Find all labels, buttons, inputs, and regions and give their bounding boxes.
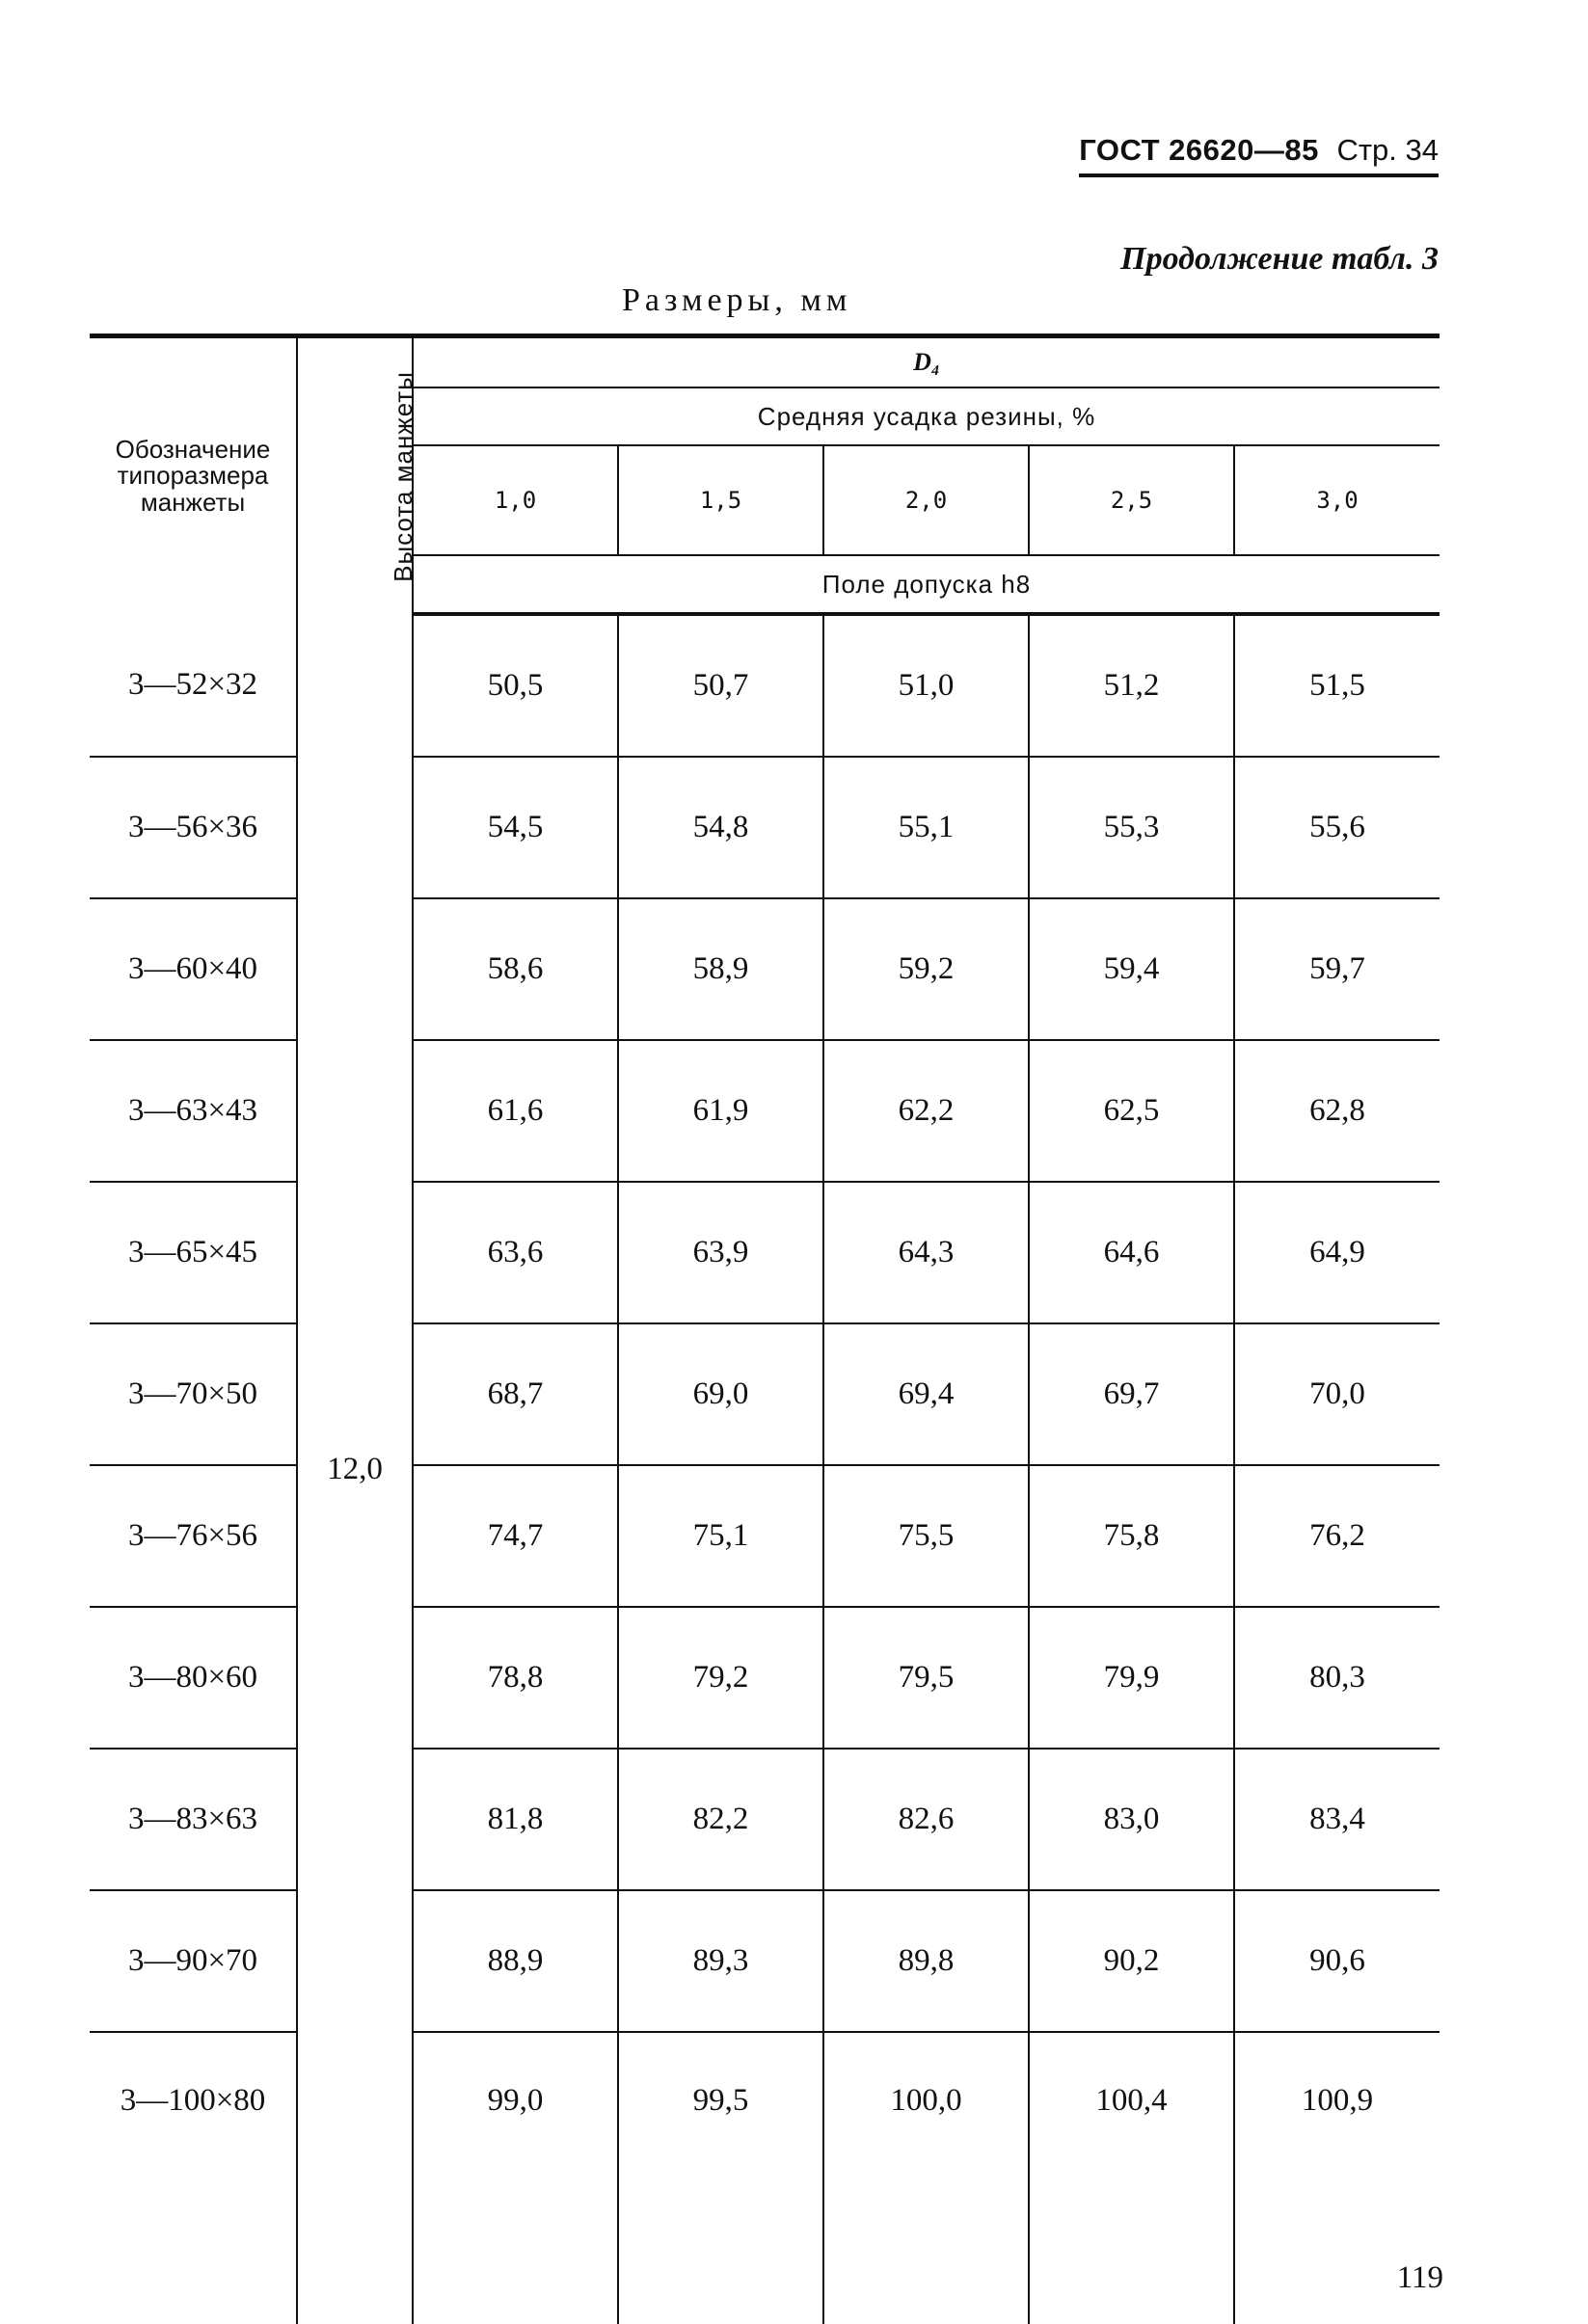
value-cell: 61,9	[618, 1040, 823, 1182]
value-cell: 79,2	[618, 1607, 823, 1749]
height-cell: 12,0	[297, 614, 413, 2324]
table-body	[90, 614, 1440, 2324]
value-cell: 90,6	[1234, 1890, 1440, 2032]
value-cell: 81,8	[413, 1749, 618, 1890]
dimensions-table	[90, 334, 1440, 2324]
designation-cell: 3—60×40	[90, 898, 297, 1040]
table-row	[90, 614, 1440, 757]
header-height	[297, 336, 417, 615]
table-row	[90, 1749, 1440, 1890]
value-cell: 51,2	[1029, 614, 1234, 757]
value-cell: 51,5	[1234, 614, 1440, 757]
header-d4: D₄	[413, 336, 1440, 388]
header-shrinkage-value: 2,0	[823, 445, 1029, 555]
value-cell: 74,7	[413, 1465, 618, 1607]
designation-cell: 3—100×80	[90, 2032, 297, 2324]
value-cell: 64,6	[1029, 1182, 1234, 1323]
designation-cell: 3—83×63	[90, 1749, 297, 1890]
value-cell: 82,2	[618, 1749, 823, 1890]
value-cell: 63,6	[413, 1182, 618, 1323]
table-continuation-caption: Продолжение табл. 3	[1120, 241, 1439, 277]
table-row	[90, 898, 1440, 1040]
designation-cell: 3—70×50	[90, 1323, 297, 1465]
value-cell: 83,4	[1234, 1749, 1440, 1890]
designation-cell: 3—52×32	[90, 614, 297, 757]
value-cell: 55,3	[1029, 757, 1234, 898]
value-cell: 64,3	[823, 1182, 1029, 1323]
table-row	[90, 757, 1440, 898]
designation-cell: 3—65×45	[90, 1182, 297, 1323]
header-shrinkage-value: 1,0	[413, 445, 618, 555]
value-cell: 78,8	[413, 1607, 618, 1749]
designation-cell: 3—76×56	[90, 1465, 297, 1607]
value-cell: 76,2	[1234, 1465, 1440, 1607]
value-cell: 62,2	[823, 1040, 1029, 1182]
value-cell: 99,0	[413, 2032, 618, 2324]
value-cell: 75,1	[618, 1465, 823, 1607]
value-cell: 99,5	[618, 2032, 823, 2324]
designation-cell: 3—80×60	[90, 1607, 297, 1749]
value-cell: 70,0	[1234, 1323, 1440, 1465]
value-cell: 89,8	[823, 1890, 1029, 2032]
table-row	[90, 1182, 1440, 1323]
value-cell: 54,8	[618, 757, 823, 898]
value-cell: 90,2	[1029, 1890, 1234, 2032]
table-row	[90, 1040, 1440, 1182]
value-cell: 75,5	[823, 1465, 1029, 1607]
page-header	[1079, 133, 1439, 177]
table-row	[90, 1465, 1440, 1607]
value-cell: 62,5	[1029, 1040, 1234, 1182]
header-tolerance: Поле допуска h8	[413, 555, 1440, 614]
header-height-label: Высота манжеты	[388, 370, 417, 582]
header-shrinkage-value: 1,5	[618, 445, 823, 555]
designation-cell: 3—63×43	[90, 1040, 297, 1182]
page-number: 119	[1396, 2260, 1443, 2295]
value-cell: 59,7	[1234, 898, 1440, 1040]
header-shrinkage-value: 2,5	[1029, 445, 1234, 555]
value-cell: 64,9	[1234, 1182, 1440, 1323]
designation-cell: 3—56×36	[90, 757, 297, 898]
value-cell: 100,9	[1234, 2032, 1440, 2324]
value-cell: 69,7	[1029, 1323, 1234, 1465]
value-cell: 59,2	[823, 898, 1029, 1040]
value-cell: 58,9	[618, 898, 823, 1040]
value-cell: 89,3	[618, 1890, 823, 2032]
value-cell: 100,4	[1029, 2032, 1234, 2324]
page-label: Стр. 34	[1336, 133, 1439, 167]
units-caption: Размеры, мм	[622, 282, 852, 318]
value-cell: 50,5	[413, 614, 618, 757]
value-cell: 51,0	[823, 614, 1029, 757]
header-shrinkage: Средняя усадка резины, %	[413, 387, 1440, 445]
header-shrinkage-value: 3,0	[1234, 445, 1440, 555]
value-cell: 79,9	[1029, 1607, 1234, 1749]
table-row	[90, 1323, 1440, 1465]
table-row	[90, 1890, 1440, 2032]
value-cell: 62,8	[1234, 1040, 1440, 1182]
value-cell: 68,7	[413, 1323, 618, 1465]
value-cell: 54,5	[413, 757, 618, 898]
value-cell: 59,4	[1029, 898, 1234, 1040]
value-cell: 58,6	[413, 898, 618, 1040]
value-cell: 55,1	[823, 757, 1029, 898]
value-cell: 55,6	[1234, 757, 1440, 898]
value-cell: 100,0	[823, 2032, 1029, 2324]
value-cell: 69,0	[618, 1323, 823, 1465]
value-cell: 79,5	[823, 1607, 1029, 1749]
value-cell: 50,7	[618, 614, 823, 757]
value-cell: 63,9	[618, 1182, 823, 1323]
value-cell: 75,8	[1029, 1465, 1234, 1607]
value-cell: 69,4	[823, 1323, 1029, 1465]
value-cell: 80,3	[1234, 1607, 1440, 1749]
designation-cell: 3—90×70	[90, 1890, 297, 2032]
value-cell: 82,6	[823, 1749, 1029, 1890]
table-row	[90, 1607, 1440, 1749]
table-row	[90, 2032, 1440, 2324]
value-cell: 83,0	[1029, 1749, 1234, 1890]
value-cell: 61,6	[413, 1040, 618, 1182]
header-designation: Обозначение типоразмера манжеты	[90, 336, 297, 615]
standard-number: ГОСТ 26620—85	[1079, 133, 1319, 167]
value-cell: 88,9	[413, 1890, 618, 2032]
